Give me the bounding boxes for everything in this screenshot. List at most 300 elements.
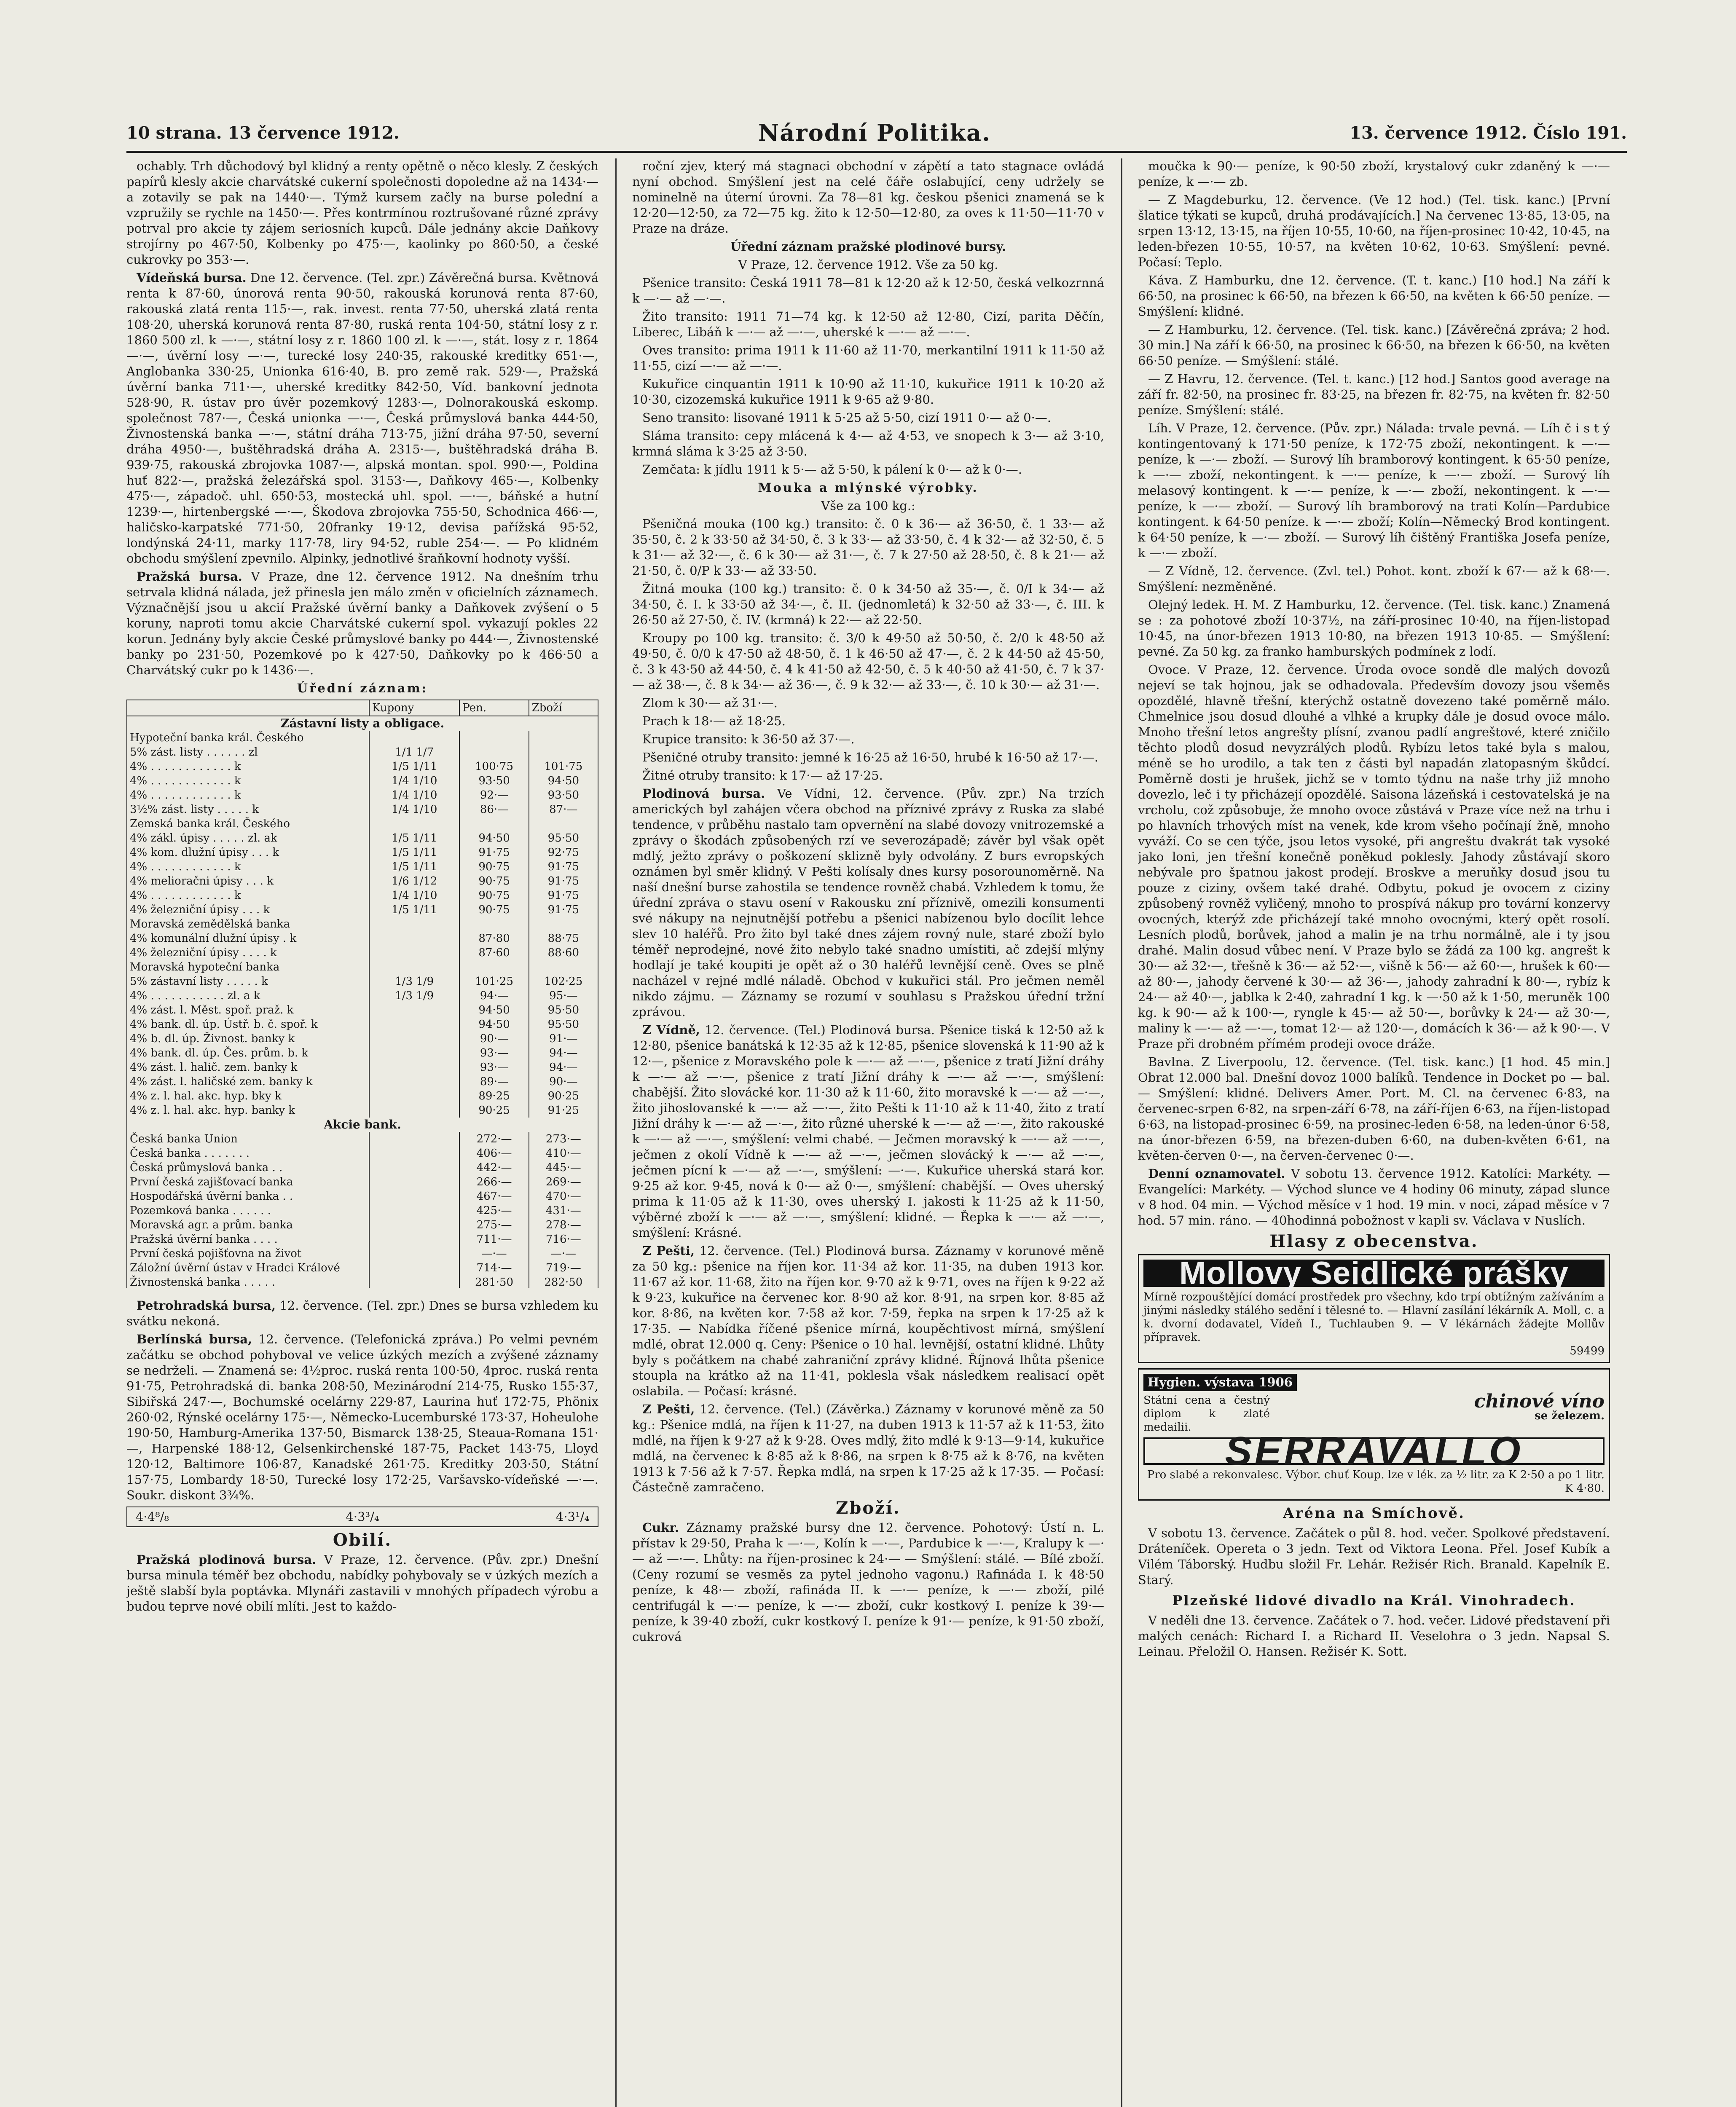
heading-obili: Obilí. [333, 1530, 392, 1550]
table-row [127, 860, 598, 874]
section-heading: Úřední záznam pražské plodinové bursy. [730, 239, 1006, 254]
table-cell-kupony: 1/3 1/9 [369, 989, 459, 1003]
table-cell-name: 5% zást. listy . . . . . . zl [127, 745, 369, 759]
ad-text: Pro slabé a rekonvalesc. Výbor. chuť Koup. lze v lék. za ½ litr. za K 2·50 a po 1 litr. K 4·80. [1147, 1469, 1605, 1495]
table-cell-pen: 90·25 [459, 1103, 529, 1118]
table-cell-zbozi [529, 745, 598, 759]
table-cell-kupony [369, 1103, 459, 1118]
section-heading: Z Pešti, [642, 1402, 695, 1416]
table-header-blank [127, 700, 369, 716]
header-left: 10 strana. 13 července 1912. [126, 123, 400, 143]
table-cell-pen [459, 731, 529, 745]
table-cell-zbozi: 716·— [529, 1232, 598, 1247]
paragraph: Krupice transito: k 36·50 až 37·—. [642, 732, 855, 746]
table-cell-name: 4% . . . . . . . . . . . zl. a k [127, 989, 369, 1003]
table-cell-kupony [369, 1075, 459, 1089]
table-cell-zbozi: 87·— [529, 802, 598, 817]
table-cell-name: 4% bank. dl. úp. Čes. prům. b. k [127, 1046, 369, 1060]
table-cell-kupony: 1/4 1/10 [369, 888, 459, 903]
table-row [127, 1017, 598, 1032]
table-cell-name: Moravská zemědělská banka [127, 917, 369, 931]
table-row [127, 788, 598, 802]
table-cell-pen: 90·75 [459, 860, 529, 874]
table-row [127, 1218, 598, 1232]
paragraph: roční zjev, který má stagnaci obchodní v zápětí a tato stagnace ovládá nyní obchod. Smýšlení jest na celé čáře oslabující, ceny udržely se nominelně na úterní úrovni. Za 78—81 kg. českou pšenici znamená se k 12·20—12·50, za 72—75 kg. žito k 12·50—12·80, za oves k 11·50—11·70 v Praze na dráze. [632, 159, 1104, 236]
table-cell-kupony: 1/3 1/9 [369, 974, 459, 989]
paragraph-text: Záznamy pražské bursy dne 12. července. Pohotový: Ústí n. L. přístav k 29·50, Praha k —·—, Kolín k —·—, Pardubice k —·—, Kralupy k —·— až —·—. Lhůty: na říjen-prosinec k 24·— — Smýšlení: stálé. — Bílé zboží. (Ceny rozumí se vesměs za pytel jednoho vagonu.) Rafináda I. k 48·50 peníze, k 48·— zboží, rafináda II. k —·— peníze, k —·— zboží, pilé centrifugál k —·— peníze, k —·— zboží, cukr kostkový I. peníze k 39·— peníze, k 39·40 zboží, cukr kostkový I. peníze k 91·— peníze, k 91·50 zboží, cukrová [632, 1520, 1104, 1644]
paragraph: Oves transito: prima 1911 k 11·60 až 11·70, merkantilní 1911 k 11·50 až 11·55, cizí —·— až —·—. [632, 343, 1104, 373]
table-cell-zbozi: 95·50 [529, 831, 598, 845]
heading-hlasy: Hlasy z obecenstva. [1269, 1231, 1478, 1251]
paragraph: Kukuřice cinquantin 1911 k 10·90 až 11·10, kukuřice 1911 k 10·20 až 10·30, cizozemská kukuřice 1911 k 9·65 až 9·80. [632, 377, 1104, 407]
column-1 [126, 158, 598, 1288]
table-row [127, 974, 598, 989]
section-heading: Z Pešti, [642, 1244, 695, 1258]
paragraph: Pšeničné otruby transito: jemné k 16·25 až 16·50, hrubé k 16·50 až 17·—. [642, 750, 1098, 764]
heading-arena: Aréna na Smíchově. [1283, 1505, 1465, 1522]
table-title: Úřední záznam: [297, 681, 428, 695]
table-cell-pen: 93·— [459, 1046, 529, 1060]
section-heading: Vídeňská bursa. [137, 271, 247, 285]
paragraph [632, 1243, 1104, 1399]
table-cell-name: 4% zást. l. Měst. spoř. praž. k [127, 1003, 369, 1017]
table-cell-pen: 425·— [459, 1204, 529, 1218]
table-row [127, 1060, 598, 1075]
table-cell-pen: 281·50 [459, 1275, 529, 1288]
table-cell-kupony [369, 1132, 459, 1146]
table-cell-kupony: 1/6 1/12 [369, 874, 459, 888]
table-cell-kupony: 1/4 1/10 [369, 788, 459, 802]
table-cell-kupony [369, 1175, 459, 1189]
table-row [127, 989, 598, 1003]
paragraph: Káva. Z Hamburku, dne 12. července. (T. t. kanc.) [10 hod.] Na září k 66·50, na prosinec k 66·50, na březen k 66·50, na květen k 66·50 peníze. — Smýšlení: klidné. [1138, 273, 1610, 319]
table-cell-pen: 442·— [459, 1161, 529, 1175]
table-cell-zbozi: 91·75 [529, 888, 598, 903]
table-cell-pen: 467·— [459, 1189, 529, 1204]
table-body [127, 716, 598, 1288]
paragraph: Bavlna. Z Liverpoolu, 12. července. (Tel. tisk. kanc.) [1 hod. 45 min.] Obrat 12.000 bal. Dnešní dovoz 1000 balíků. Tendence in Docket po — bal. — Smýšlení: klidné. Delivers Amer. Port. M. Cl. na červenec 6·83, na červenec-srpen 6·82, na srpen-září 6·78, na září-říjen 6·63, na říjen-listopad 6·63, na listopad-prosinec 6·59, na prosinec-leden 6·58, na leden-únor 6·58, na únor-březen 6·59, na březen-duben 6·60, na duben-květen 6·61, na květen-červen 0·—, na červen-červenec 0·—. [1138, 1055, 1610, 1163]
table-cell-kupony [369, 931, 459, 946]
paragraph: Sláma transito: cepy mlácená k 4·— až 4·53, ve snopech k 3·— až 3·10, krmná sláma k 3·25 až 3·50. [632, 429, 1104, 458]
table-cell-pen: 101·25 [459, 974, 529, 989]
table-cell-pen: 711·— [459, 1232, 529, 1247]
table-cell-kupony: 1/5 1/11 [369, 903, 459, 917]
ad-product [1474, 1391, 1605, 1434]
table-cell-name: Pozemková banka . . . . . . [127, 1204, 369, 1218]
table-cell-pen [459, 745, 529, 759]
table-cell-pen: 93·— [459, 1060, 529, 1075]
column-3 [1138, 158, 1610, 2107]
table-cell-kupony [369, 960, 459, 974]
table-cell-pen: 86·— [459, 802, 529, 817]
footer-row [126, 1507, 598, 1527]
table-cell-kupony [369, 946, 459, 960]
table-row [127, 960, 598, 974]
table-cell-zbozi: 93·50 [529, 788, 598, 802]
table-row [127, 1275, 598, 1288]
header-rule [126, 151, 1627, 153]
table-cell-pen: 90·75 [459, 903, 529, 917]
table-cell-name: 4% zást. l. haličské zem. banky k [127, 1075, 369, 1089]
table-row [127, 817, 598, 831]
table-row [127, 1175, 598, 1189]
table-cell-name: 4% komunální dlužní úpisy . k [127, 931, 369, 946]
table-row [127, 903, 598, 917]
table-cell-zbozi: 91·75 [529, 903, 598, 917]
table-cell-zbozi: 91·75 [529, 874, 598, 888]
table-cell-pen [459, 960, 529, 974]
table-cell-zbozi: 92·75 [529, 845, 598, 860]
table-cell-name: 5% zástavní listy . . . . . k [127, 974, 369, 989]
table-row [127, 1189, 598, 1204]
table-cell-name: 4% kom. dlužní úpisy . . . k [127, 845, 369, 860]
table-cell-zbozi: 470·— [529, 1189, 598, 1204]
table-cell-pen: 406·— [459, 1146, 529, 1161]
table-cell-kupony: 1/4 1/10 [369, 774, 459, 788]
table-cell-name: Hospodářská úvěrní banka . . [127, 1189, 369, 1204]
table-row [127, 888, 598, 903]
table-cell-pen: 87·60 [459, 946, 529, 960]
header-right: 13. července 1912. Číslo 191. [1350, 123, 1627, 143]
table-header: Pen. [459, 700, 529, 716]
paragraph: Kroupy po 100 kg. transito: č. 3/0 k 49·50 až 50·50, č. 2/0 k 48·50 až 49·50, č. 0/0 k 47·50 až 48·50, č. 1 k 46·50 až 47·—, č. 2 k 44·50 až 45·50, č. 3 k 43·50 až 44·50, č. 4 k 41·50 až 42·50, č. 5 k 40·50 až 41·50, č. 7 k 37·— až 38·—, č. 8 k 34·— až 36·—, č. 9 k 32·— až 33·—, č. 10 k 30·— až 31·—. [632, 631, 1104, 692]
ad-exhibition: Hygien. výstava 1906 [1143, 1374, 1297, 1391]
table-cell-pen: 275·— [459, 1218, 529, 1232]
table-row [127, 759, 598, 774]
table-cell-pen: 89·— [459, 1075, 529, 1089]
section-heading: Z Vídně, [642, 1023, 700, 1037]
table-cell-pen: 272·— [459, 1132, 529, 1146]
table-cell-kupony [369, 1003, 459, 1017]
paragraph: Žitná mouka (100 kg.) transito: č. 0 k 34·50 až 35·—, č. 0/I k 34·— až 34·50, č. I. k 33·50 až 34·—, č. II. (jednomletá) k 32·50 až 33·—, č. III. k 26·50 až 27·50, č. IV. (krmná) k 22·— až 22·50. [632, 582, 1104, 627]
table-cell-kupony: 1/5 1/11 [369, 831, 459, 845]
paragraph-text: 12. července. (Tel.) Plodinová bursa. Pšenice tiská k 12·50 až k 12·80, pšenice banátská k 12·35 až k 12·85, pšenice slovenská k 11·90 až k 12·—, pšenice z Moravského pole k —·— až —·—, pšenice z tratí Jižní dráhy k —·— až —·—, pšenice z tratí Jižní dráhy k —·— až —·—, smýšlení: chabější. Žito slovácké kor. 11·30 až k 11·60, žito moravské k —·— až —·—, žito jihoslovanské k —·— až —·—, žito Pešti k 11·10 až k 11·40, žito z tratí Jižní dráhy k —·— až —·—, žito různé uherské k —·— až —·—, žito rakouské k —·— až —·—, smýšlení: velmi chabé. — Ječmen moravský k —·— až —·—, ječmen z okolí Vídně k —·— až —·—, ječmen slovácký k —·— až —·—, ječmen pícní k —·— až —·—, smýšlení: —·—. Kukuřice uherská stará kor. 9·25 až kor. 9·45, nová k 0·— až 0·—, smýšlení: chabější. — Oves uherský prima k 11·05 až k 11·30, oves uherský I. jakosti k 11·25 až k 11·50, výběrné zboží k —·— až —·—, smýšlení: klidné. — Řepka k —·— až —·—, smýšlení: Krásné. [632, 1023, 1104, 1240]
table-cell-name: Pražská úvěrní banka . . . . [127, 1232, 369, 1247]
table-cell-pen: 90·— [459, 1032, 529, 1046]
table-row [127, 1204, 598, 1218]
table-cell-zbozi: 94·50 [529, 774, 598, 788]
section-heading: Pražská bursa. [137, 569, 242, 584]
table-cell-pen: 89·25 [459, 1089, 529, 1103]
table-cell-pen: 94·— [459, 989, 529, 1003]
table-cell-name: 4% melioračni úpisy . . . k [127, 874, 369, 888]
table-row [127, 946, 598, 960]
ad-row [1143, 1391, 1605, 1434]
table-cell-zbozi: 90·25 [529, 1089, 598, 1103]
table-cell-kupony: 1/5 1/11 [369, 860, 459, 874]
paragraph: moučka k 90·— peníze, k 90·50 zboží, krystalový cukr zdaněný k —·— peníze, k —·— zb. [1138, 159, 1610, 189]
table-cell-name: Česká banka Union [127, 1132, 369, 1146]
table-cell-pen: —·— [459, 1247, 529, 1261]
paragraph: Zlom k 30·— až 31·—. [642, 696, 778, 710]
table-cell-name: Zemská banka král. Českého [127, 817, 369, 831]
paragraph: Seno transito: lisované 1911 k 5·25 až 5·50, cizí 1911 0·— až 0·—. [642, 410, 1052, 425]
table-cell-kupony [369, 917, 459, 931]
paragraph: V neděli dne 13. července. Začátek o 7. hod. večer. Lidové představení při malých cenách: Richard I. a Richard II. Veselohra o 3 jedn. Napsal S. Leinau. Přeložil O. Hansen. Režisér K. Sott. [1138, 1613, 1610, 1659]
table-section-title: Akcie bank. [127, 1118, 598, 1132]
table-cell-name: Moravská agr. a prům. banka [127, 1218, 369, 1232]
masthead-title: Národní Politika. [758, 119, 991, 146]
table-section-title: Zástavní listy a obligace. [127, 716, 598, 731]
paragraph [632, 786, 1104, 1020]
table-section-row [127, 716, 598, 731]
table-cell-zbozi: 102·25 [529, 974, 598, 989]
paragraph: Líh. V Praze, 12. července. (Pův. zpr.) Nálada: trvale pevná. — Líh č i s t ý kontingentovaný k 171·50 peníze, k 172·75 zboží, nekontingent. k —·— peníze, k —·— zboží. — Surový líh bramborový kontingent. k 65·50 peníze, k —·— zboží, nekontingent. k —·— peníze, k —·— zboží. — Surový líh melasový kontingent. k —·— peníze, k —·— zboží, nekontingent. k —·— peníze, k —·— zboží. — Surový líh bramborový na trati Kolín—Pardubice kontingent. k 64·50 peníze. k —·— zboží; Kolín—Německý Brod kontingent. k 64·50 peníze, k —·— zboží. — Surový líh čištěný Františka Josefa peníze, k —·— zboží. [1138, 421, 1610, 560]
advertisement-serravallo [1138, 1368, 1610, 1501]
table-cell-pen: 87·80 [459, 931, 529, 946]
table-row [127, 874, 598, 888]
table-cell-zbozi [529, 960, 598, 974]
ad-product-name: chinové víno [1474, 1391, 1605, 1412]
table-cell-zbozi: 445·— [529, 1161, 598, 1175]
paragraph: Olejný ledek. H. M. Z Hamburku, 12. července. (Tel. tisk. kanc.) Znamená se : za pohotové zboží 10·37½, na září-prosinec 10·40, na říjen-listopad 10·45, na únor-březen 1913 10·80, na březen 1913 10·85. — Smýšlení: pevné. Za 50 kg. za franko hamburských podmínek z lodí. [1138, 598, 1610, 659]
table-cell-name: 4% bank. dl. úp. Ústř. b. č. spoř. k [127, 1017, 369, 1032]
table-cell-pen: 94·50 [459, 1017, 529, 1032]
table-cell-name: Česká průmyslová banka . . [127, 1161, 369, 1175]
paragraph-text: Dne 12. července. (Tel. zpr.) Závěrečná bursa. Květnová renta k 87·60, únorová renta 90·50, rakouská korunová renta 87·60, rakouská zlatá renta 115·—, rak. invest. renta 77·50, uherská zlatá renta 108·20, uherská korunová renta 87·80, ruská renta 104·50, státní losy z r. 1860 500 zl. k —·—, státní losy z r. 1860 100 zl. k —·—, stát. losy z r. 1864 —·—, úvěrní losy —·—, turecké losy 240·35, rakouské kreditky 651·—, Anglobanka 330·25, Unionka 616·40, B. pro země rak. 529·—, Pražská úvěrní banka 711·—, uherské kreditky 842·50, Víd. bankovní jednota 528·90, R. ústav pro úvěr pozemkový 1283·—, Dolnorakouská eskomp. společnost 787·—, Česká unionka —·—, Česká průmyslová banka 444·50, Živnostenská banka —·—, státní dráha 713·75, jižní dráha 97·50, severní dráha 4950·—, buštěhradská dráha A. 2315·—, buštěhradská dráha B. 939·75, rakouská zbrojovka 1087·—, alpská montan. spol. 990·—, Poldina huť 822·—, pražská železářská spol. 3153·—, Daňkovy 465·—, Kolbenky 475·—, západoč. uhl. 650·53, mostecká uhl. spol. —·—, báňské a hutní 1239·—, hirtenbergské —·—, Škodova zbrojovka 755·50, Schodnica 466·—, haličsko-karpatské 771·50, 20franky 19·12, devisa pařížská 95·52, londýnská 24·11, marky 117·78, liry 94·52, ruble 254·—. — Po klidném obchodu smýšlení zpevnilo. Alpinky, jednotlivé šraňkovní hodnoty vyšší. [126, 271, 598, 566]
table-cell-pen: 94·50 [459, 831, 529, 845]
column-1-lower [126, 1298, 598, 2107]
table-cell-zbozi: 269·— [529, 1175, 598, 1189]
table-cell-pen: 266·— [459, 1175, 529, 1189]
table-cell-zbozi [529, 817, 598, 831]
footer-cell: 4·4⁸/₈ [136, 1509, 169, 1524]
table-cell-pen: 94·50 [459, 1003, 529, 1017]
table-cell-kupony [369, 1204, 459, 1218]
table-row [127, 774, 598, 788]
quotation-table [126, 700, 598, 1288]
section-heading: Petrohradská bursa, [137, 1298, 276, 1313]
table-cell-kupony [369, 1161, 459, 1175]
table-row [127, 745, 598, 759]
table-cell-pen: 714·— [459, 1261, 529, 1275]
table-cell-kupony: 1/4 1/10 [369, 802, 459, 817]
advertisement-moll [1138, 1254, 1610, 1363]
heading-plzen: Plzeňské lidové divadlo na Král. Vinohradech. [1172, 1592, 1576, 1608]
paragraph: Ovoce. V Praze, 12. července. Úroda ovoce sondě dle malých dovozů nejeví se tak hojnou, jak se odhadovala. Především dovozy jsou všeměs opozdělé, hlavně třešní, kterýchž ostatně dovezeno také poměrně málo. Chmelnice jsou dosud dlouhé a vlhké a krupky dále je dosud ovoce málo. Mnoho třešní letos angrešty plísní, zvanou padlí angreštové, které zničilo těchto plodů dosud nevyzrálých plodů. Rybízu letos také byla s malou, méně se ho urodilo, a tak ten z části byl napadán zlatopasným škůdcí. Poměrně dosti je hrušek, jichž se v tomto týdnu na naše trhy již mnoho dovezlo, leč i ty přicházejí opozdělé. Saisona lázeňská i cestovatelská je na vrcholu, což způsobuje, že mnoho ovoce zůstává v Praze více než na trhu i po hlavních trhových míst na venek, kde krom všeho počínají žně, mnoho vyváží. Co se cen týče, jsou letos vysoké, při angreštu dvakrát tak vysoké jako loni, jen třešní konečně poněkud poklesly. Jahody zůstávají skoro nebývale pro špatnou jakost prodejí. Broskve a meruňky dosud jsou tu pouze z ciziny, ovšem také drahé. Odbytu, pokud je ovocem z ciziny způsobený rovněž vyličený, mnoho to prospívá nákup pro tovární konzervy ovocných, kterýž zde přicházejí také mnoho ovocnými, který opět rosolí. Lesních plodů, borůvek, jahod a malin je na trhu normálně, ale i ty jsou drahé. Malin dosud vůbec není. V Praze bylo se žádá za 100 kg. angrešt k 30·— až 32·—, třešně k 36·— až 52·—, višně k 56·— až 60·—, hrušek k 60·— až 80·—, jahody červené k 30·— až 36·—, jahody zahradní k 80·—, rybíz k 24·— až 40·—, jablka k 2·40, zahradní 1 kg. k —·50 až k 1·50, meruněk 100 kg. k 90·— až k 100·—, ryngle k 45·— až 50·—, borůvky k 24·— až 30·—, maliny k —·— až —·—, tomat 12·— až 120·—, domácích k 36·— až k 90·—. V Praze při drobném přímém prodeji ovoce dráže. [1138, 662, 1610, 1051]
table-cell-kupony [369, 1189, 459, 1204]
table-cell-kupony [369, 1060, 459, 1075]
paragraph [126, 1552, 598, 1614]
table-cell-pen: 91·75 [459, 845, 529, 860]
table-cell-pen: 93·50 [459, 774, 529, 788]
paragraph [126, 270, 598, 566]
paragraph-text: 12. července. (Tel. zpr.) Dnes se bursa vzhledem ku svátku nekoná. [126, 1298, 598, 1328]
table-row [127, 1075, 598, 1089]
table-cell-name: Moravská hypoteční banka [127, 960, 369, 974]
paragraph: Zemčata: k jídlu 1911 k 5·— až 5·50, k pálení k 0·— až k 0·—. [642, 462, 1022, 477]
table-cell-zbozi: 273·— [529, 1132, 598, 1146]
table-cell-zbozi: 282·50 [529, 1275, 598, 1288]
table-cell-zbozi [529, 917, 598, 931]
table-cell-name: Živnostenská banka . . . . . [127, 1275, 369, 1288]
column-divider [615, 158, 617, 2107]
table-cell-pen: 92·— [459, 788, 529, 802]
table-cell-zbozi: 91·— [529, 1032, 598, 1046]
table-row [127, 1046, 598, 1060]
table-row [127, 831, 598, 845]
table-row [127, 1261, 598, 1275]
table-row [127, 1003, 598, 1017]
table-cell-kupony: 1/5 1/11 [369, 845, 459, 860]
paragraph-text: 12. července. (Telefonická zpráva.) Po velmi pevném začátku se obchod pohyboval ve velice úzkých mezích a zvýšené záznamy se nedrželi. — Znamená se: 4½proc. ruská renta 100·50, 4proc. ruská renta 91·75, Petrohradská di. banka 208·50, Mezinárodní 214·75, Rusko 155·37, Sibiřská 247·—, Bochumské ocelárny 229·87, Laurina huť 172·75, Phönix 260·02, Rýnské ocelárny 175·—, Německo-Lucemburské 173·37, Hoheulohe 190·50, Hamburg-Amerika 137·50, Bismarck 138·25, Steaua-Romana 151·—, Harpenské 188·12, Gelsenkirchenské 187·75, Packet 143·75, Lloyd 120·12, Baltimore 106·87, Kanadské 261·75. Kreditky 203·50, Státní 157·75, Lombardy 18·50, Turecké losy 172·25, Varšavsko-vídeňské —·—. Soukr. diskont 3¾%. [126, 1332, 598, 1502]
table-cell-name: První česká zajišťovací banka [127, 1175, 369, 1189]
table-cell-kupony: 1/5 1/11 [369, 759, 459, 774]
table-cell-zbozi: 88·60 [529, 946, 598, 960]
paragraph [632, 1520, 1104, 1645]
table-cell-name: 4% . . . . . . . . . . . . k [127, 788, 369, 802]
paragraph [632, 1022, 1104, 1241]
section-heading: Denní oznamovatel. [1148, 1166, 1285, 1181]
table-cell-name: 4% . . . . . . . . . . . . k [127, 759, 369, 774]
section-heading: Pražská plodinová bursa. [137, 1552, 317, 1567]
section-heading: Mouka a mlýnské výrobky. [758, 480, 979, 495]
section-heading: Cukr. [642, 1520, 679, 1535]
table-cell-zbozi [529, 731, 598, 745]
ad-award: Státní cena a čestný diplom k zlaté medailii. [1143, 1394, 1270, 1434]
table-cell-zbozi: 91·75 [529, 860, 598, 874]
table-row [127, 917, 598, 931]
table-cell-name: 4% z. l. hal. akc. hyp. bky k [127, 1089, 369, 1103]
table-cell-zbozi: 431·— [529, 1204, 598, 1218]
table-row [127, 731, 598, 745]
table-row [127, 802, 598, 817]
table-cell-name: 4% železniční úpisy . . . . k [127, 946, 369, 960]
table-cell-kupony [369, 1017, 459, 1032]
table-cell-zbozi: 278·— [529, 1218, 598, 1232]
page-header [126, 118, 1627, 147]
paragraph: ochably. Trh důchodový byl klidný a renty opětně o něco klesly. Z českých papírů klesly akcie charvátské cukerní společnosti dopoledne až na 1434·— a zotavily se pak na 1440·—. Týmž kursem začly na burse polední a vzpružily se rychle na 1450·—. Přes kontrmínou roztrušované různé zprávy potrval pro akcie ty zájem seriosních kupců. Dále jednány akcie Daňkovy strojírny po 467·50, Kolbenky po 475·—, kaolinky po 860·50, a české cukrovky po 353·—. [126, 159, 598, 267]
table-header: Zboží [529, 700, 598, 716]
table-cell-zbozi: 719·— [529, 1261, 598, 1275]
table-cell-kupony [369, 731, 459, 745]
paragraph: Žito transito: 1911 71—74 kg. k 12·50 až 12·80, Cizí, parita Děčín, Liberec, Libáň k —·— až —·—, uherské k —·— až —·—. [632, 309, 1104, 339]
table-cell-kupony [369, 1089, 459, 1103]
table-cell-zbozi: —·— [529, 1247, 598, 1261]
paragraph: Žitné otruby transito: k 17·— až 17·25. [642, 768, 883, 783]
section-subheading: V Praze, 12. července 1912. Vše za 50 kg. [738, 257, 998, 272]
paragraph: — Z Havru, 12. července. (Tel. t. kanc.) [12 hod.] Santos good average na září fr. 82·50, na prosinec fr. 83·25, na březen fr. 82·75, na květen fr. 82·50 peníze. Smýšlení: stálé. [1138, 372, 1610, 417]
table-cell-name: Hypoteční banka král. Českého [127, 731, 369, 745]
table-cell-kupony [369, 817, 459, 831]
table-cell-kupony [369, 1146, 459, 1161]
table-cell-pen: 90·75 [459, 888, 529, 903]
section-heading: Berlínská bursa, [137, 1332, 252, 1346]
table-row [127, 1161, 598, 1175]
ad-number: 59499 [1570, 1345, 1605, 1357]
table-cell-name: 4% železniční úpisy . . . k [127, 903, 369, 917]
table-cell-zbozi: 91·25 [529, 1103, 598, 1118]
table-cell-name: 4% zákl. úpisy . . . . . zl. ak [127, 831, 369, 845]
paragraph-text: Ve Vídni, 12. července. (Pův. zpr.) Na trzích amerických byl zahájen včera obchod na příznivé zprávy z Ruska za slabé tendence, v průběhu nastalo tam opvernění na slabé dovozy vnitrozemské a zprávy o škodách způsobených rzí ve severozápadě; závěr byl však opět mdlý, ježto zprávy o poškození sklizně byly odvolány. Z burs evropských oznámen byl směr klidný. V Pešti kolísaly dnes kursy posorounoměrně. Na naší dnešní burse zahostila se tendence rovněž chabá. Vzhledem k tomu, že úřední zpráva o stavu osení v Rakousku zní příznivě, omezili konsumenti své nákupy na nejnutnější potřebu a pšenici nabízenou bylo docílit lehce slev 10 haléřů. Pro žito byl také dnes zájem rovný nule, staré zboží bylo téměř neprodejné, nové žito nebylo také snadno umístiti, ač zdejší mlýny hodlají je také koupiti je opět až o 30 haléřů levnější ceně. Oves se plně nacházel v rejné mdlé náladě. Obchod v kukuřici stál. Pro ječmen neměl nikdo zájmu. — Záznamy se rozumí v souhlasu s Pražskou úřední tržní zprávou. [632, 786, 1104, 1019]
table-cell-zbozi: 95·— [529, 989, 598, 1003]
paragraph: — Z Hamburku, 12. července. (Tel. tisk. kanc.) [Závěrečná zpráva; 2 hod. 30 min.] Na září k 66·50, na prosinec k 66·50, na březen k 66·50, na květen 66·50 peníze. — Smýšlení: stálé. [1138, 322, 1610, 368]
table-cell-kupony [369, 1046, 459, 1060]
table-cell-kupony [369, 1261, 459, 1275]
table-cell-kupony [369, 1275, 459, 1288]
table-cell-kupony [369, 1032, 459, 1046]
paragraph: Pšeničná mouka (100 kg.) transito: č. 0 k 36·— až 36·50, č. 1 33·— až 35·50, č. 2 k 33·50 až 34·50, č. 3 k 33·— až 33·50, č. 4 k 32·— až 32·50, č. 5 k 31·— až 32·—, č. 6 k 30·— až 31·—, č. 7 k 27·50 až 28·50, č. 8 k 21·— až 21·50, č. 0/P k 33·— až 33·50. [632, 517, 1104, 578]
paragraph-text: V Praze, 12. července. (Pův. zpr.) Dnešní bursa minula téměř bez obchodu, nabídky pohybovaly se v úzkých mezích a ještě slabší byla poptávka. Mlynáři zastavili v mnohých případech výrobu a budou teprve nové obilí mlíti. Jest to každo- [126, 1552, 598, 1614]
table-cell-pen [459, 917, 529, 931]
section-heading: Plodinová bursa. [642, 786, 765, 801]
table-row [127, 1103, 598, 1118]
table-cell-kupony [369, 1247, 459, 1261]
table-cell-kupony: 1/1 1/7 [369, 745, 459, 759]
table-cell-zbozi: 94·— [529, 1046, 598, 1060]
table-cell-name: První česká pojišťovna na život [127, 1247, 369, 1261]
ad-product-sub: se železem. [1535, 1410, 1605, 1422]
footer-cell: 4·3³/₄ [346, 1509, 379, 1524]
newspaper-page [126, 118, 1627, 2107]
table-cell-name: Česká banka . . . . . . . [127, 1146, 369, 1161]
table-cell-zbozi: 90·— [529, 1075, 598, 1089]
table-cell-zbozi: 410·— [529, 1146, 598, 1161]
paragraph: Pšenice transito: Česká 1911 78—81 k 12·20 až k 12·50, česká velkozrnná k —·— až —·—. [632, 276, 1104, 306]
table-row [127, 931, 598, 946]
table-row [127, 1032, 598, 1046]
paragraph-text: 12. července. (Tel.) (Závěrka.) Záznamy v korunové měně za 50 kg.: Pšenice mdlá, na říjen k 11·27, na duben 1913 k 11·57 až k 11·53, žito mdlé, na říjen k 9·27 až k 9·28. Oves mdlý, žito mdlé k 9·13—9·14, kukuřice mdlá, na červenec k 8·85 až k 8·86, na srpen k 8·75 až k 8·76, na květen 1913 k 7·56 až k 7·57. Řepka mdlá, na srpen k 17·25 až k 17·35. — Počasí: Částečně zamračeno. [632, 1402, 1104, 1494]
paragraph [126, 569, 598, 678]
table-row [127, 1132, 598, 1146]
table-cell-name: 4% . . . . . . . . . . . . k [127, 860, 369, 874]
paragraph: Prach k 18·— až 18·25. [642, 714, 786, 728]
table-header: Kupony [369, 700, 459, 716]
ad-text: Mírně rozpouštějící domácí prostředek pro všechny, kdo trpí obtížným zažíváním a jinými následky stálého sedění i tělesné to. — Hlavní zasílání lékárník A. Moll, c. a k. dvorní dodavatel, Vídeň I., Tuchlauben 9. — V lékárnách žádejte Mollův přípravek. [1143, 1291, 1605, 1344]
footer-cell: 4·3¹/₄ [555, 1509, 589, 1524]
table-cell-pen: 90·75 [459, 874, 529, 888]
column-divider [1121, 158, 1122, 2107]
paragraph-text: 12. července. (Tel.) Plodinová bursa. Záznamy v korunové měně za 50 kg.: pšenice na říjen kor. 11·34 až kor. 11·35, na duben 1913 kor. 11·67 až kor. 11·68, žito na říjen kor. 9·70 až k 9·71, oves na říjen k 9·22 až k 9·23, kukuřice na červenec kor. 8·90 až kor. 8·91, na srpen kor. 8·85 až kor. 8·86, na květen kor. 7·58 až kor. 7·59, řepka na srpen k 17·25 až k 17·35. — Nabídka říčené pšenice mírná, koupěchtivost mírná, smýšlení mdlé, obrat 12.000 q. Ceny: Pšenice o 10 hal. levnější, ostatní klidné. Lhůty byly s počátkem na chabé zahraniční zprávy klidné. Říjnová lhůta pšenice stoupla na krátko až na 11·41, poklesla však následkem realisací opět oslabila. — Počasí: krásné. [632, 1244, 1104, 1398]
table-section-row [127, 1118, 598, 1132]
table-cell-name: 3½% zást. listy . . . . . k [127, 802, 369, 817]
table-row [127, 1089, 598, 1103]
paragraph [126, 1298, 598, 1329]
table-row [127, 1232, 598, 1247]
heading-zbozi: Zboží. [836, 1498, 901, 1518]
table-cell-name: 4% . . . . . . . . . . . . k [127, 774, 369, 788]
paragraph: V sobotu 13. července. Začátek o půl 8. hod. večer. Spolkové představení. Dráteníček. Opereta o 3 jedn. Text od Viktora Leona. Přel. Josef Kubík a Vilém Táborský. Hudbu složil Fr. Lehár. Režisér Rich. Branald. Kapelník E. Starý. [1138, 1526, 1610, 1587]
table-cell-pen: 100·75 [459, 759, 529, 774]
table-row [127, 845, 598, 860]
paragraph: — Z Vídně, 12. července. (Zvl. tel.) Pohot. kont. zboží k 67·— až k 68·—. Smýšlení: nezměněné. [1138, 564, 1610, 594]
table-cell-zbozi: 101·75 [529, 759, 598, 774]
paragraph: — Z Magdeburku, 12. července. (Ve 12 hod.) (Tel. tisk. kanc.) [První šlatice týkati se kupců, druhá prodávajících.] Na červenec 13·85, 13·05, na srpen 13·12, 13·15, na říjen 10·55, 10·60, na říjen-prosinec 10·42, 10·45, na leden-březen 10·55, 10·57, na květen 10·62, 10·63. Smýšlení: pevné. Počasí: Teplo. [1138, 193, 1610, 269]
table-cell-kupony [369, 1232, 459, 1247]
table-cell-zbozi: 88·75 [529, 931, 598, 946]
paragraph-text: V sobotu 13. července 1912. Katolíci: Markéty. — Evangelíci: Markéty. — Východ slunce ve 4 hodiny 06 minuty, západ slunce v 8 hod. 04 min. — Východ měsíce v 1 hod. 19 min. v noci, západ měsíce v 7 hod. 57 min. ráno. — 40hodinná pobožnost v kapli sv. Václava v Nuslích. [1138, 1166, 1610, 1228]
ad-title: Mollovy Seidlické prášky [1143, 1260, 1605, 1287]
table-cell-name: 4% z. l. hal. akc. hyp. banky k [127, 1103, 369, 1118]
table-row [127, 1247, 598, 1261]
table-cell-name: 4% . . . . . . . . . . . . k [127, 888, 369, 903]
column-2 [632, 158, 1104, 2107]
paragraph [1138, 1166, 1610, 1228]
ad-brand: SERRAVALLO [1143, 1437, 1605, 1465]
table-row [127, 1146, 598, 1161]
table-cell-name: 4% zást. l. halič. zem. banky k [127, 1060, 369, 1075]
table-cell-name: Záložní úvěrní ústav v Hradci Králové [127, 1261, 369, 1275]
table-cell-zbozi: 94·— [529, 1060, 598, 1075]
table-cell-kupony [369, 1218, 459, 1232]
paragraph [632, 1402, 1104, 1495]
paragraph [126, 1332, 598, 1503]
table-cell-zbozi: 95·50 [529, 1003, 598, 1017]
section-subheading: Vše za 100 kg.: [821, 499, 915, 513]
table-cell-pen [459, 817, 529, 831]
table-cell-zbozi: 95·50 [529, 1017, 598, 1032]
table-cell-name: 4% b. dl. úp. Živnost. banky k [127, 1032, 369, 1046]
